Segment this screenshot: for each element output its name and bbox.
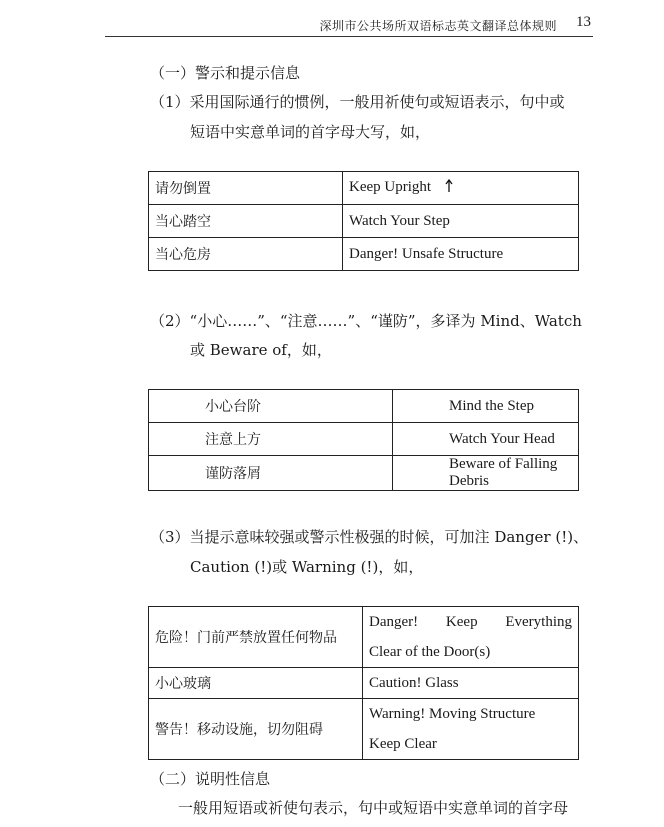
up-arrow-icon [445, 179, 453, 198]
item3-line2: Caution (!)或 Warning (!)，如， [190, 558, 424, 576]
table-cell-en-line2: Keep Clear [369, 736, 437, 752]
table-cell-en: Beware of Falling Debris [393, 456, 579, 491]
table-cell-zh: 请勿倒置 [149, 172, 343, 205]
table-row [149, 390, 579, 423]
table-row [149, 607, 579, 668]
item2-line1: （2）“小心……”、“注意……”、“谨防”，多译为 Mind、Watch [150, 312, 582, 330]
section2-line1: 一般用短语或祈使句表示，句中或短语中实意单词的首字母 [178, 799, 569, 817]
table-3 [148, 606, 579, 760]
section2-heading: （二）说明性信息 [150, 770, 271, 788]
table-row [149, 423, 579, 456]
table-cell-en-line2: Clear of the Door(s) [369, 644, 491, 660]
table-cell-en-line1: Danger! Keep Everything [369, 614, 572, 630]
table-1 [148, 171, 579, 271]
table-2 [148, 389, 579, 491]
table-cell-en: Mind the Step [393, 390, 579, 423]
table-cell-en-text: Keep Upright [349, 178, 432, 195]
table-cell-zh: 注意上方 [149, 423, 393, 456]
table-row [149, 668, 579, 699]
table-cell-en [343, 172, 579, 205]
table-cell-en-line1: Warning! Moving Structure [369, 706, 536, 722]
table-cell-en: Danger! Unsafe Structure [343, 238, 579, 271]
table-cell-zh: 小心台阶 [149, 390, 393, 423]
table-row [149, 456, 579, 491]
table-cell-zh: 谨防落屑 [149, 456, 393, 491]
table-cell-zh: 危险！门前严禁放置任何物品 [149, 607, 363, 668]
item3-line1: （3）当提示意味较强或警示性极强的时候，可加注 Danger (!)、 [150, 528, 589, 546]
header-title: 深圳市公共场所双语标志英文翻译总体规则 [319, 19, 557, 33]
item1-line2: 短语中实意单词的首字母大写，如， [190, 123, 431, 141]
table-row [149, 205, 579, 238]
page-number: 13 [576, 14, 591, 30]
table-cell-en [363, 607, 579, 668]
table-row [149, 172, 579, 205]
table-cell-zh: 当心踏空 [149, 205, 343, 238]
table-cell-en: Watch Your Step [343, 205, 579, 238]
table-cell-zh: 小心玻璃 [149, 668, 363, 699]
item1-line1: （1）采用国际通行的惯例，一般用祈使句或短语表示，句中或 [150, 93, 565, 111]
item2-line2: 或 Beware of，如， [190, 341, 332, 359]
table-cell-zh: 当心危房 [149, 238, 343, 271]
table-cell-zh: 警告！移动设施，切勿阻碍 [149, 699, 363, 760]
section1-heading: （一）警示和提示信息 [150, 64, 301, 82]
table-cell-en: Watch Your Head [393, 423, 579, 456]
table-cell-en [363, 699, 579, 760]
page-header [105, 14, 593, 37]
table-row [149, 699, 579, 760]
table-cell-en: Caution! Glass [363, 668, 579, 699]
table-row [149, 238, 579, 271]
